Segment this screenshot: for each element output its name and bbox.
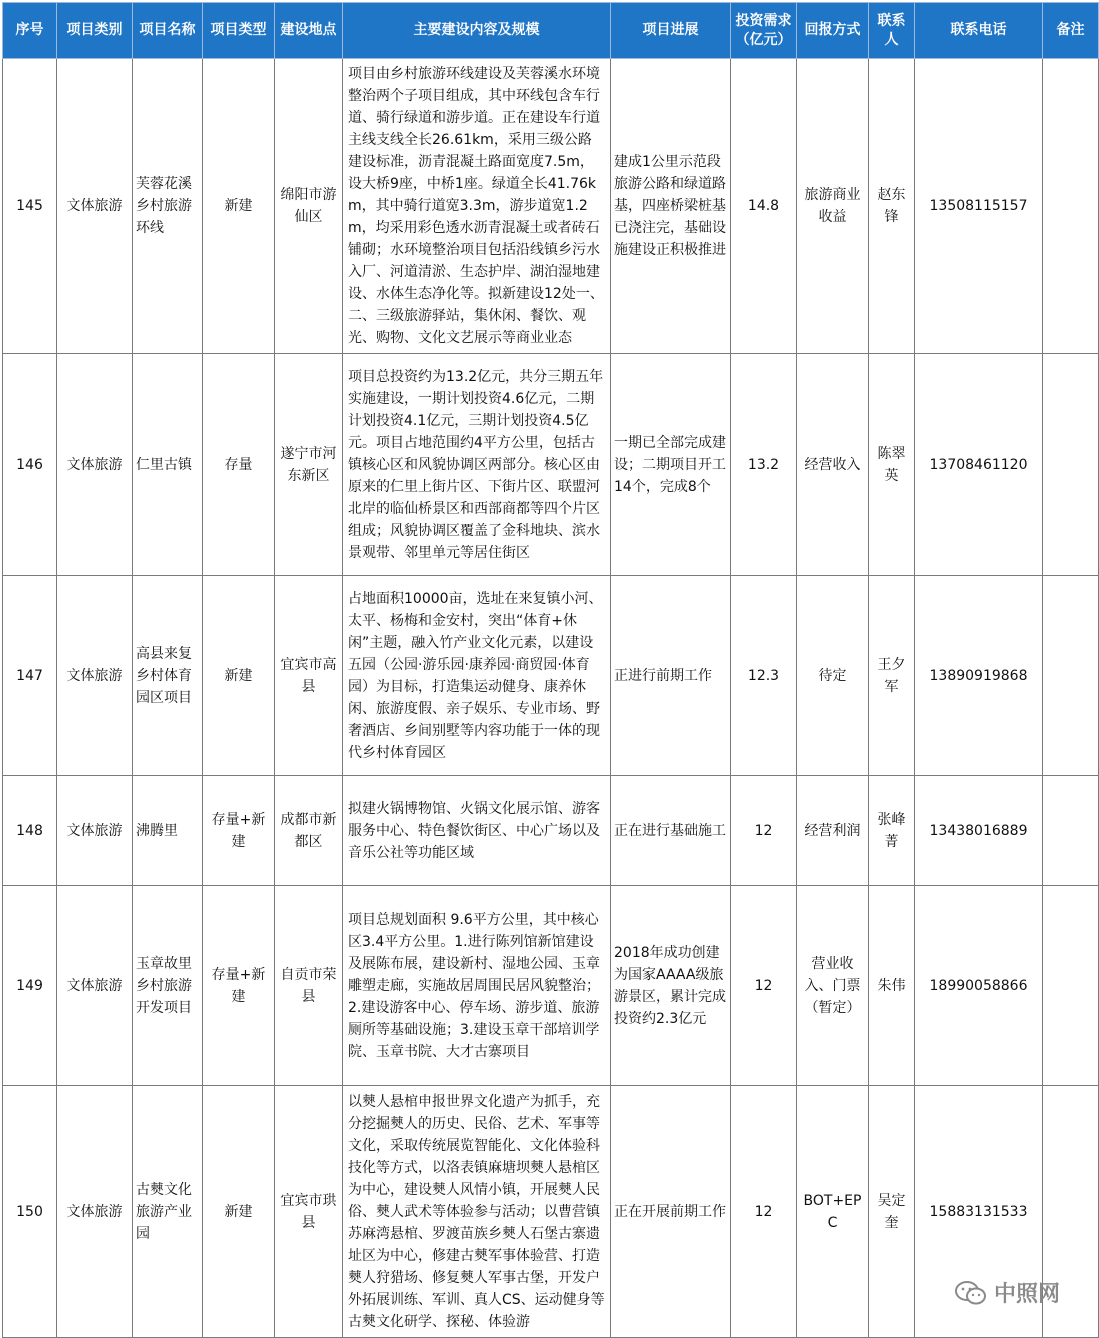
- header-remark: 备注: [1043, 3, 1099, 59]
- cell-type: 存量+新建: [203, 776, 275, 886]
- cell-location: 成都市新都区: [275, 776, 343, 886]
- cell-category: 文体旅游: [57, 776, 133, 886]
- cell-phone: 18990058866: [915, 886, 1043, 1086]
- wechat-icon: [954, 1280, 988, 1306]
- cell-name: 沸腾里: [133, 776, 203, 886]
- cell-return-mode: 营业收入、门票（暂定）: [797, 886, 869, 1086]
- cell-type: 新建: [203, 59, 275, 354]
- cell-content: 拟建火锅博物馆、火锅文化展示馆、游客服务中心、特色餐饮街区、中心广场以及音乐公社等功能区域: [343, 776, 611, 886]
- cell-location: 宜宾市珙县: [275, 1086, 343, 1338]
- cell-no: 145: [3, 59, 57, 354]
- cell-contact: 朱伟: [869, 886, 915, 1086]
- cell-contact: 陈翠英: [869, 354, 915, 576]
- cell-name: 芙蓉花溪乡村旅游环线: [133, 59, 203, 354]
- cell-location: 自贡市荣县: [275, 886, 343, 1086]
- table-row: [3, 354, 1099, 576]
- cell-investment: 12.3: [731, 576, 797, 776]
- cell-type: 存量: [203, 354, 275, 576]
- cell-progress: 建成1公里示范段旅游公路和绿道路基，四座桥梁桩基已浇注完，基础设施建设正积极推进: [611, 59, 731, 354]
- cell-no: 150: [3, 1086, 57, 1338]
- table-row: [3, 776, 1099, 886]
- cell-no: 146: [3, 354, 57, 576]
- cell-type: 存量+新建: [203, 886, 275, 1086]
- cell-investment: 13.2: [731, 354, 797, 576]
- header-name: 项目名称: [133, 3, 203, 59]
- cell-phone: 13890919868: [915, 576, 1043, 776]
- cell-type: 新建: [203, 1086, 275, 1338]
- cell-contact: 吴定奎: [869, 1086, 915, 1338]
- header-progress: 项目进展: [611, 3, 731, 59]
- cell-name: 古僰文化旅游产业园: [133, 1086, 203, 1338]
- cell-category: 文体旅游: [57, 354, 133, 576]
- cell-remark: [1043, 886, 1099, 1086]
- cell-progress: 正在进行基础施工: [611, 776, 731, 886]
- cell-no: 149: [3, 886, 57, 1086]
- cell-contact: 王夕军: [869, 576, 915, 776]
- header-investment: 投资需求 （亿元）: [731, 3, 797, 59]
- header-no: 序号: [3, 3, 57, 59]
- cell-content: 占地面积10000亩，选址在来复镇小河、太平、杨梅和金安村，突出“体育+休闲”主题，融入竹产业文化元素，以建设五园（公园·游乐园·康养园·商贸园·体育园）为目标，打造集运动健身、康养休闲、旅游度假、亲子娱乐、专业市场、野奢酒店、乡间别墅等内容功能于一体的现代乡村体育园区: [343, 576, 611, 776]
- watermark: [954, 1277, 1060, 1308]
- cell-category: 文体旅游: [57, 886, 133, 1086]
- cell-content: 项目总规划面积 9.6平方公里，其中核心区3.4平方公里。1.进行陈列馆新馆建设及展陈布展，建设新村、湿地公园、玉章雕塑走廊，实施故居周围民居风貌整治；2.建设游客中心、停车场、游步道、旅游厕所等基础设施；3.建设玉章干部培训学院、玉章书院、大才古寨项目: [343, 886, 611, 1086]
- cell-return-mode: BOT+EPC: [797, 1086, 869, 1338]
- table-row: [3, 886, 1099, 1086]
- cell-name: 高县来复乡村体育园区项目: [133, 576, 203, 776]
- table-row: [3, 576, 1099, 776]
- cell-progress: 正在开展前期工作: [611, 1086, 731, 1338]
- cell-name: 玉章故里乡村旅游开发项目: [133, 886, 203, 1086]
- cell-contact: 赵东锋: [869, 59, 915, 354]
- cell-location: 绵阳市游仙区: [275, 59, 343, 354]
- cell-phone: 13508115157: [915, 59, 1043, 354]
- cell-remark: [1043, 59, 1099, 354]
- cell-return-mode: 旅游商业收益: [797, 59, 869, 354]
- cell-progress: 2018年成功创建为国家AAAA级旅游景区，累计完成投资约2.3亿元: [611, 886, 731, 1086]
- cell-investment: 12: [731, 776, 797, 886]
- cell-location: 遂宁市河东新区: [275, 354, 343, 576]
- header-row: [3, 3, 1099, 59]
- cell-phone: 13708461120: [915, 354, 1043, 576]
- header-content: 主要建设内容及规模: [343, 3, 611, 59]
- watermark-text: 中照网: [993, 1282, 1060, 1307]
- table-row: [3, 1086, 1099, 1338]
- header-phone: 联系电话: [915, 3, 1043, 59]
- header-type: 项目类型: [203, 3, 275, 59]
- table-row: [3, 59, 1099, 354]
- cell-phone: 15883131533: [915, 1086, 1043, 1338]
- header-category: 项目类别: [57, 3, 133, 59]
- cell-contact: 张峰菁: [869, 776, 915, 886]
- cell-no: 148: [3, 776, 57, 886]
- cell-remark: [1043, 576, 1099, 776]
- cell-investment: 12: [731, 886, 797, 1086]
- cell-category: 文体旅游: [57, 59, 133, 354]
- header-return-mode: 回报方式: [797, 3, 869, 59]
- project-table: [2, 2, 1099, 1338]
- cell-content: 项目总投资约为13.2亿元，共分三期五年实施建设，一期计划投资4.6亿元，二期计划投资4.1亿元，三期计划投资4.5亿元。项目占地范围约4平方公里，包括古镇核心区和风貌协调区两部分。核心区由原来的仁里上街片区、下街片区、联盟河北岸的临仙桥景区和西部商都等四个片区组成；风貌协调区覆盖了金科地块、滨水景观带、邻里单元等居住街区: [343, 354, 611, 576]
- cell-category: 文体旅游: [57, 576, 133, 776]
- cell-return-mode: 待定: [797, 576, 869, 776]
- cell-type: 新建: [203, 576, 275, 776]
- header-location: 建设地点: [275, 3, 343, 59]
- cell-progress: 正进行前期工作: [611, 576, 731, 776]
- cell-name: 仁里古镇: [133, 354, 203, 576]
- cell-phone: 13438016889: [915, 776, 1043, 886]
- cell-content: 项目由乡村旅游环线建设及芙蓉溪水环境整治两个子项目组成，其中环线包含车行道、骑行绿道和游步道。正在建设车行道主线支线全长26.61km，采用三级公路建设标准，沥青混凝土路面宽度7.5m，设大桥9座，中桥1座。绿道全长41.76km，其中骑行道宽3.3m，游步道宽1.2m，均采用彩色透水沥青混凝土或者砖石铺砌；水环境整治项目包括沿线镇乡污水入厂、河道清淤、生态护岸、湖泊湿地建设、水体生态净化等。拟新建设12处一、二、三级旅游驿站，集休闲、餐饮、观光、购物、文化文艺展示等商业业态: [343, 59, 611, 354]
- cell-progress: 一期已全部完成建设；二期项目开工14个，完成8个: [611, 354, 731, 576]
- cell-content: 以僰人悬棺申报世界文化遗产为抓手，充分挖掘僰人的历史、民俗、艺术、军事等文化，采取传统展览智能化、文化体验科技化等方式，以洛表镇麻塘坝僰人悬棺区为中心，建设僰人风情小镇，开展僰人民俗、僰人武术等体验参与活动；以曹营镇苏麻湾悬棺、罗渡苗族乡僰人石堡古寨遗址区为中心，修建古僰军事体验营、打造僰人狩猎场、修复僰人军事古堡，开发户外拓展训练、军训、真人CS、运动健身等古僰文化研学、探秘、体验游: [343, 1086, 611, 1338]
- cell-remark: [1043, 354, 1099, 576]
- cell-remark: [1043, 776, 1099, 886]
- cell-return-mode: 经营收入: [797, 354, 869, 576]
- cell-investment: 14.8: [731, 59, 797, 354]
- cell-investment: 12: [731, 1086, 797, 1338]
- cell-no: 147: [3, 576, 57, 776]
- header-contact: 联系人: [869, 3, 915, 59]
- cell-return-mode: 经营利润: [797, 776, 869, 886]
- cell-location: 宜宾市高县: [275, 576, 343, 776]
- cell-category: 文体旅游: [57, 1086, 133, 1338]
